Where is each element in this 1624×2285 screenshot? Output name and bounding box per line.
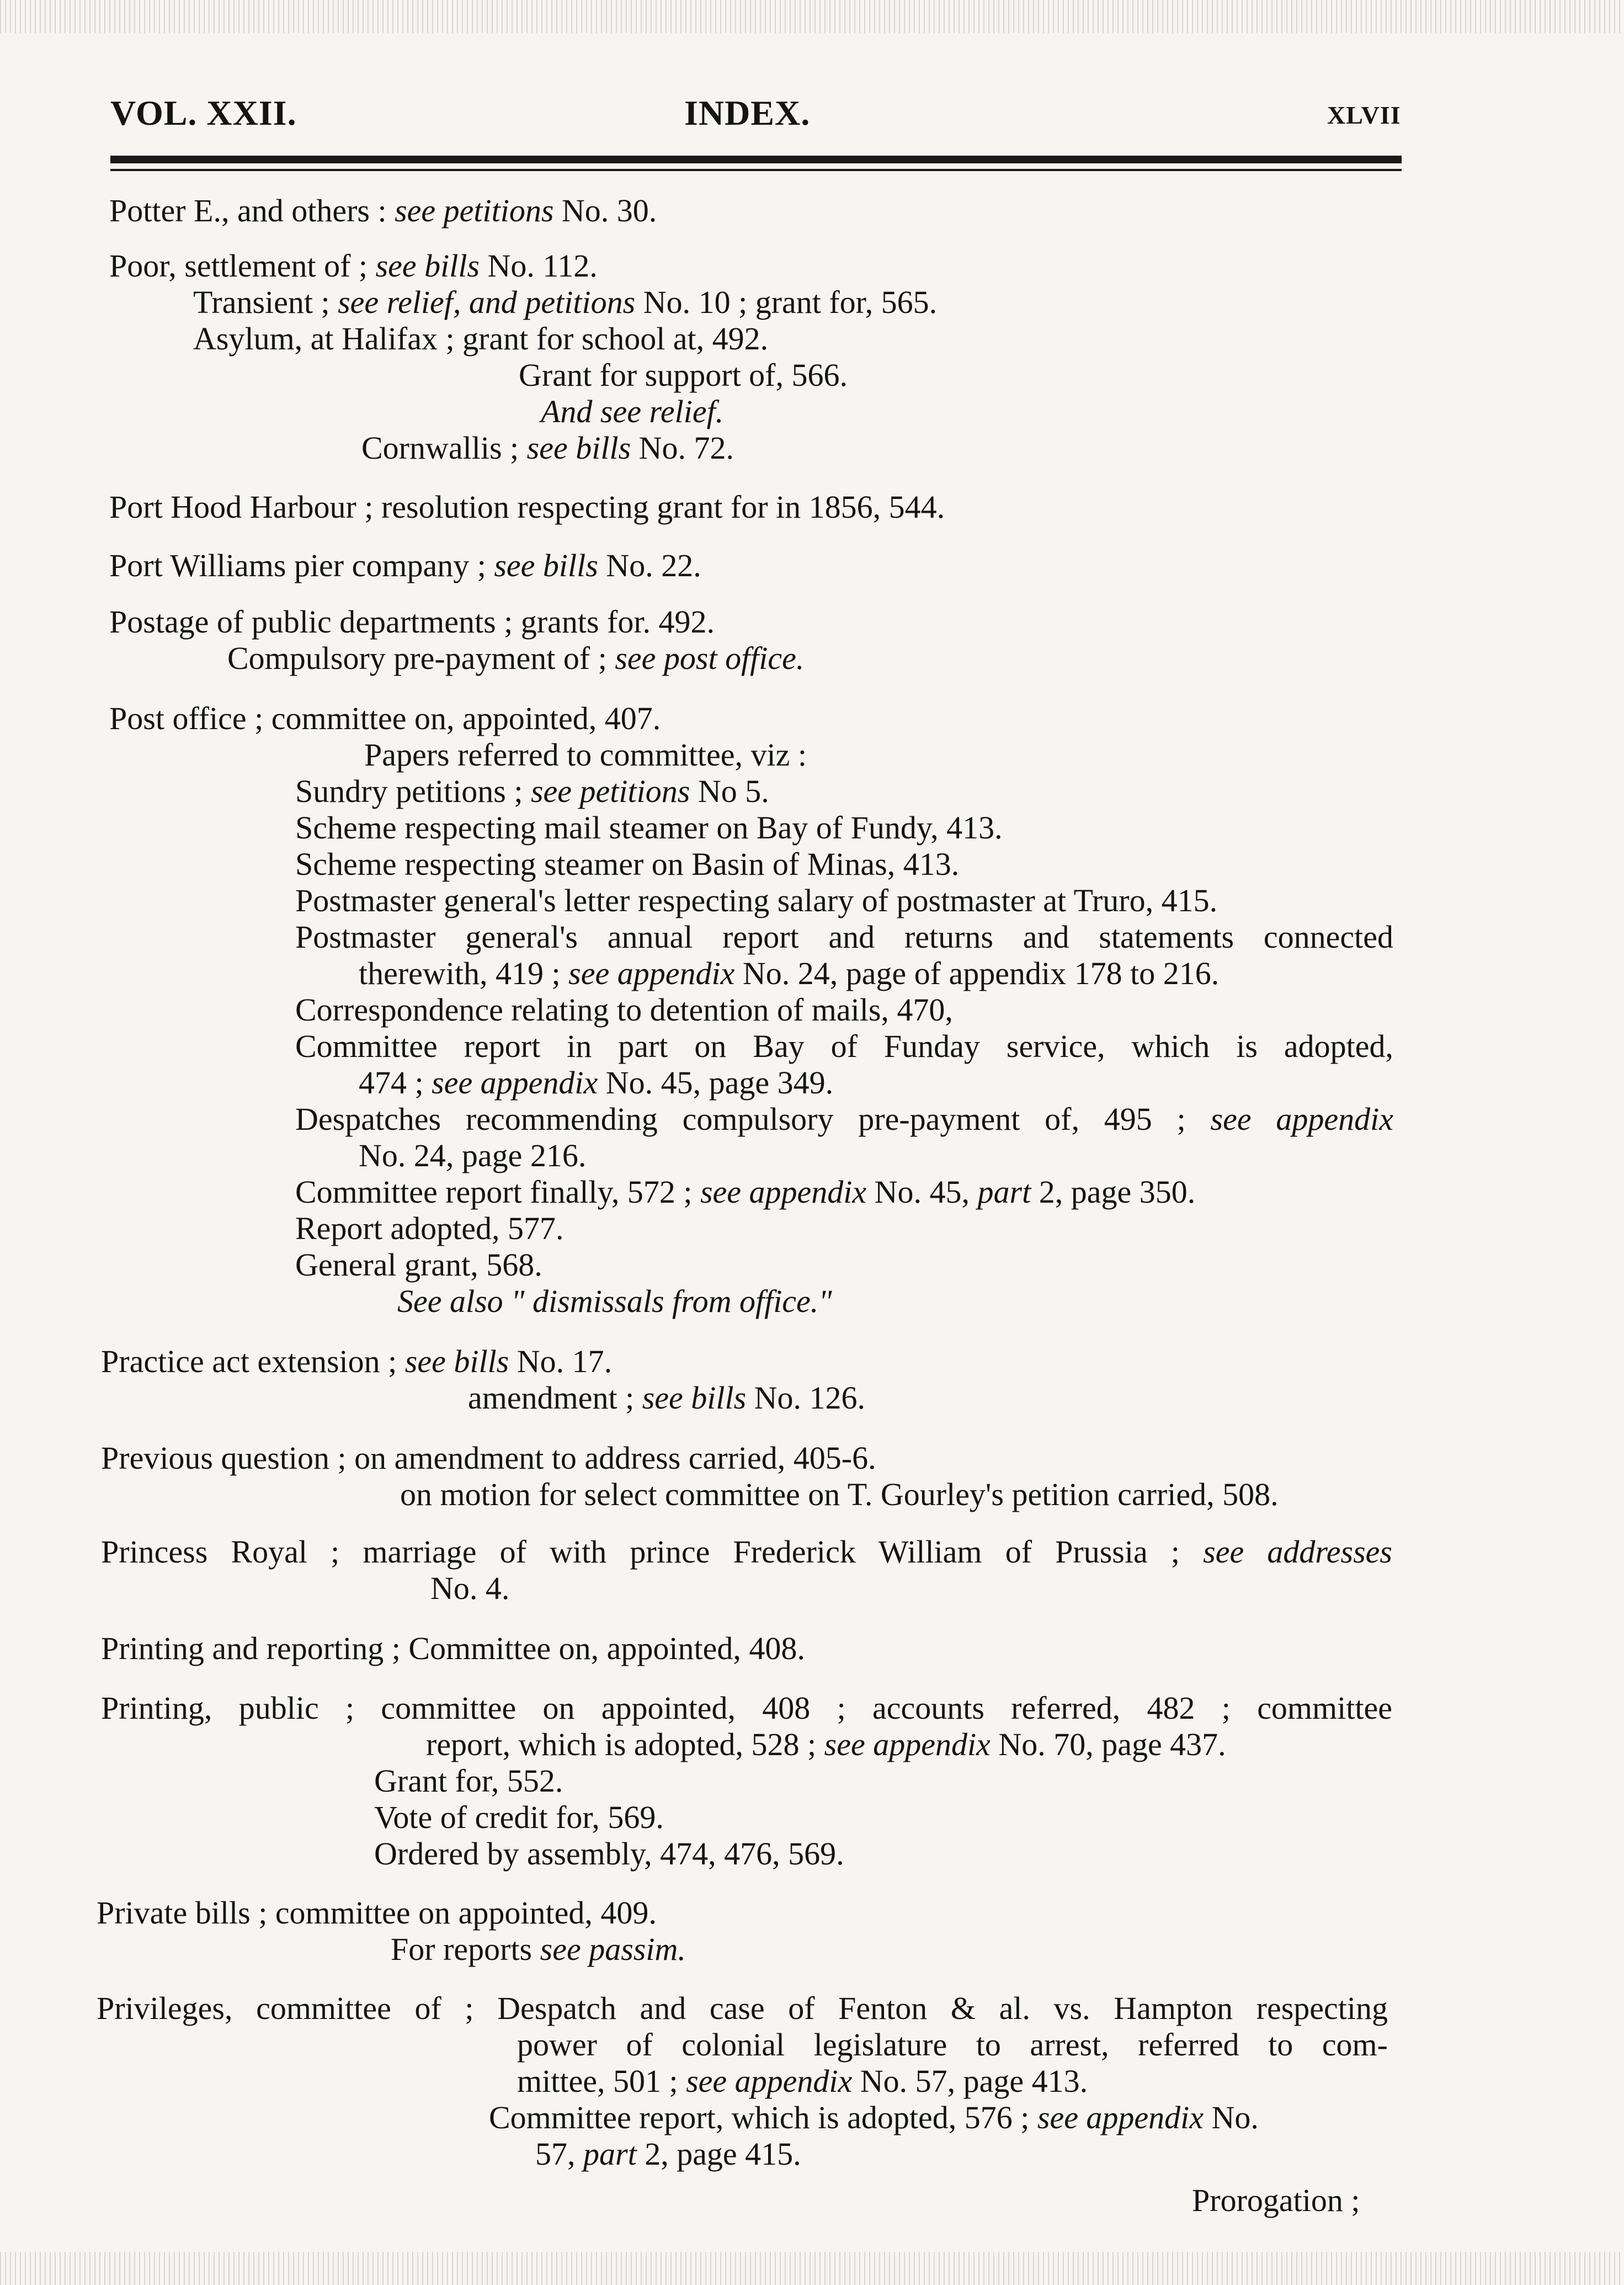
entry-line: Port Williams pier company ; see bills No. 22.	[109, 548, 701, 583]
entry-line: 57, part 2, page 415.	[535, 2136, 801, 2172]
top-scan-noise	[0, 0, 1624, 33]
entry-line: Committee report finally, 572 ; see appendix No. 45, part 2, page 350.	[295, 1174, 1196, 1210]
entry-line: Postage of public departments ; grants for. 492.	[109, 604, 715, 640]
entry-line: mittee, 501 ; see appendix No. 57, page 413.	[517, 2063, 1088, 2099]
entry-line: therewith, 419 ; see appendix No. 24, page of appendix 178 to 216.	[359, 955, 1220, 991]
entry-line: Private bills ; committee on appointed, 409.	[97, 1895, 657, 1931]
entry-line: Printing, public ; committee on appointed, 408 ; accounts referred, 482 ; committee	[101, 1690, 1392, 1726]
entry-line: Poor, settlement of ; see bills No. 112.	[109, 248, 598, 284]
entry-line: Scheme respecting steamer on Basin of Minas, 413.	[295, 846, 960, 882]
entry-line: See also " dismissals from office."	[397, 1283, 832, 1319]
entry-line: Sundry petitions ; see petitions No 5.	[295, 773, 769, 809]
entry-line: Correspondence relating to detention of mails, 470,	[295, 992, 953, 1028]
entry-line: on motion for select committee on T. Gourley's petition carried, 508.	[400, 1476, 1279, 1512]
entry-line: Port Hood Harbour ; resolution respecting grant for in 1856, 544.	[109, 489, 945, 525]
entry-line: Compulsory pre-payment of ; see post office.	[227, 640, 805, 676]
entry-line: Previous question ; on amendment to address carried, 405-6.	[101, 1440, 876, 1476]
header-rule-thin	[110, 169, 1402, 171]
entry-line: Papers referred to committee, viz :	[364, 737, 807, 773]
entry-line: Despatches recommending compulsory pre-payment of, 495 ; see appendix	[295, 1101, 1393, 1137]
bottom-scan-noise	[0, 2252, 1624, 2285]
entry-line: Postmaster general's letter respecting salary of postmaster at Truro, 415.	[295, 883, 1218, 918]
entry-line: Report adopted, 577.	[295, 1210, 564, 1246]
entry-line: report, which is adopted, 528 ; see appendix No. 70, page 437.	[426, 1726, 1226, 1762]
page-title: INDEX.	[684, 93, 811, 132]
entry-line: For reports see passim.	[391, 1931, 686, 1967]
entry-line: And see relief.	[541, 394, 724, 429]
entry-line: Committee report, which is adopted, 576 ; see appendix No.	[489, 2100, 1259, 2135]
entry-line: Grant for support of, 566.	[519, 357, 848, 393]
entry-line: Potter E., and others : see petitions No. 30.	[109, 193, 657, 228]
entry-line: No. 24, page 216.	[359, 1138, 587, 1173]
entry-line: Postmaster general's annual report and returns and statements connected	[295, 919, 1393, 955]
volume-label: VOL. XXII.	[110, 93, 297, 132]
entry-line: No. 4.	[430, 1570, 510, 1606]
header-rule-thick	[110, 156, 1402, 163]
entry-line: amendment ; see bills No. 126.	[468, 1380, 866, 1416]
entry-line: Privileges, committee of ; Despatch and case of Fenton & al. vs. Hampton respecting	[97, 1990, 1388, 2026]
entry-line: Grant for, 552.	[374, 1763, 563, 1799]
entry-line: Printing and reporting ; Committee on, appointed, 408.	[101, 1630, 805, 1666]
entry-line: Transient ; see relief, and petitions No. 10 ; grant for, 565.	[193, 284, 938, 320]
entry-line: Ordered by assembly, 474, 476, 569.	[374, 1836, 844, 1872]
entry-line: 474 ; see appendix No. 45, page 349.	[359, 1065, 834, 1101]
entry-line: Asylum, at Halifax ; grant for school at, 492.	[193, 321, 769, 357]
entry-line: Vote of credit for, 569.	[374, 1799, 664, 1835]
page-number: XLVII	[1327, 101, 1401, 129]
entry-line: Committee report in part on Bay of Funday service, which is adopted,	[295, 1028, 1393, 1064]
catchword: Prorogation ;	[1192, 2182, 1360, 2218]
entry-line: Princess Royal ; marriage of with prince Frederick William of Prussia ; see addresses	[101, 1534, 1392, 1570]
entry-line: Post office ; committee on, appointed, 407.	[109, 700, 661, 736]
entry-line: Scheme respecting mail steamer on Bay of Fundy, 413.	[295, 810, 1003, 846]
entry-line: Cornwallis ; see bills No. 72.	[361, 430, 734, 466]
entry-line: General grant, 568.	[295, 1247, 542, 1283]
entry-line: Practice act extension ; see bills No. 17.	[101, 1343, 613, 1379]
entry-line: power of colonial legislature to arrest, referred to com-	[517, 2027, 1388, 2063]
